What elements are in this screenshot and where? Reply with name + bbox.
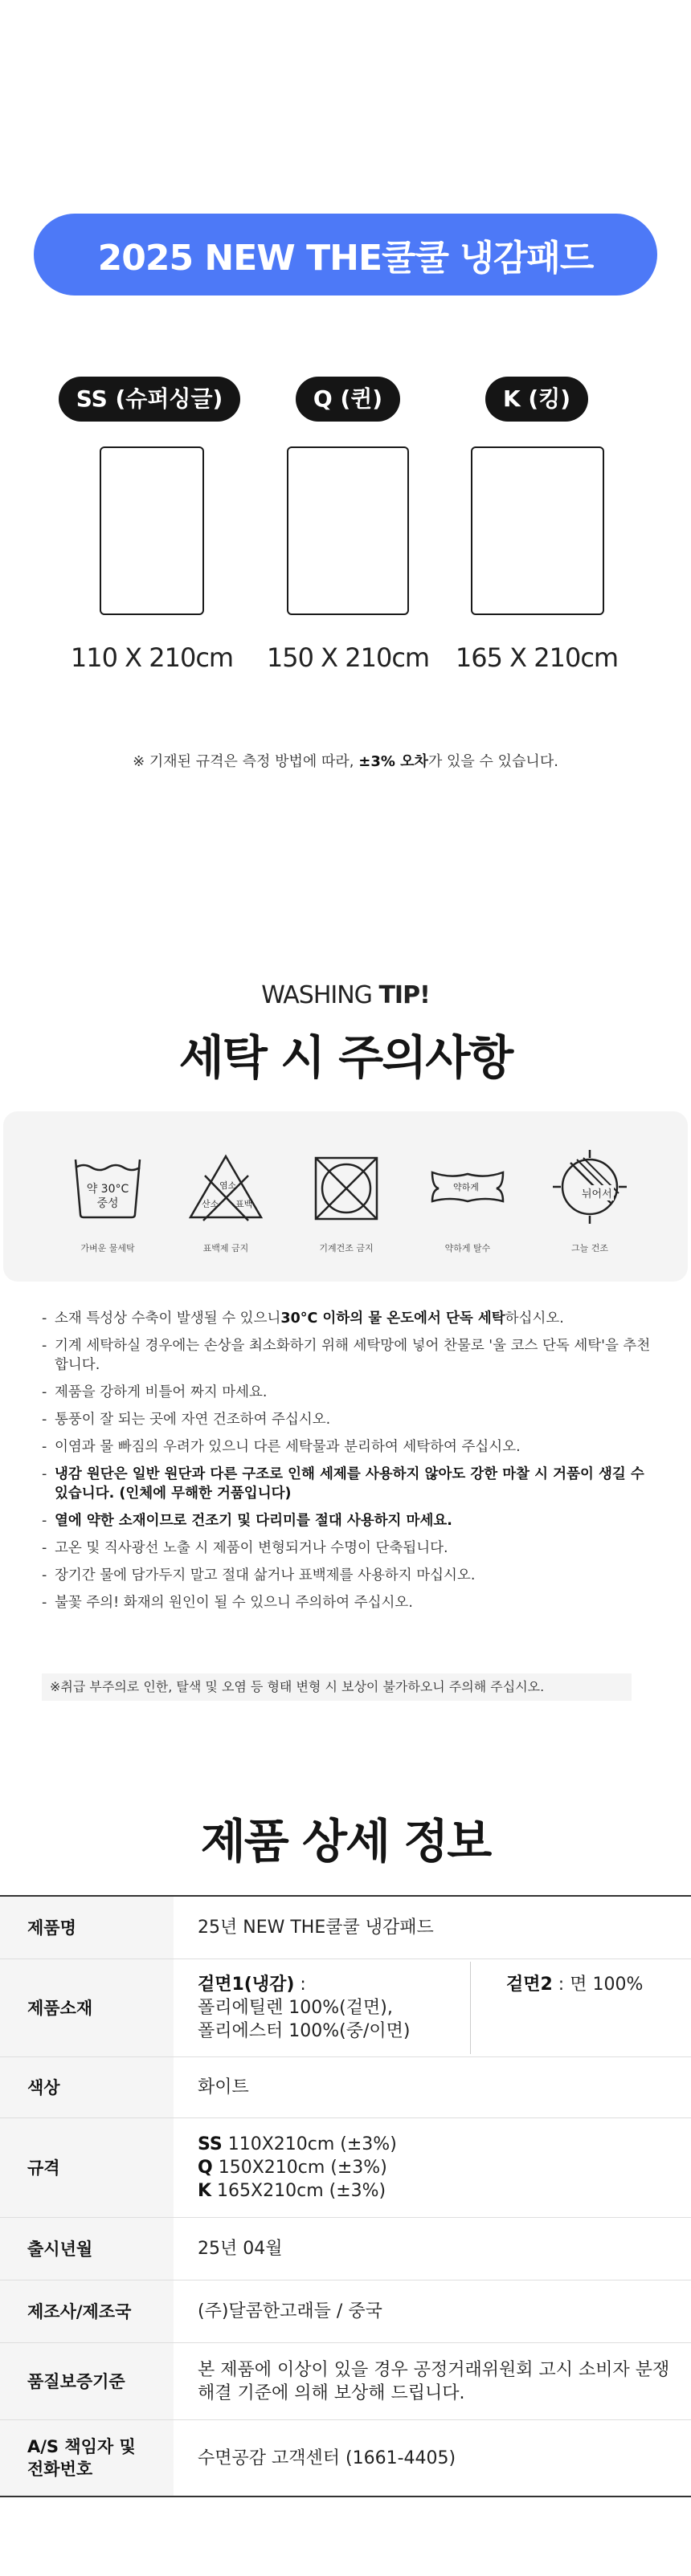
material-face1-label: 겉면1(냉감) bbox=[198, 1975, 295, 1995]
row-label: 제품명 bbox=[0, 1897, 174, 1958]
dry-in-shade-caption: 그늘 건조 bbox=[570, 1243, 608, 1253]
material-face1 bbox=[198, 1962, 471, 2054]
washing-rule: - 고온 및 직사광선 노출 시 제품이 변형되거나 수명이 단축됩니다. bbox=[42, 1540, 448, 1556]
size-dim-ss: 110 X 210cm bbox=[70, 642, 234, 673]
size-diagram-k bbox=[471, 446, 604, 615]
handling-warning-note: ※취급 부주의로 인한, 탈색 및 오염 등 형태 변형 시 보상이 불가하오니 주의해 주십시오. bbox=[42, 1673, 632, 1701]
as-label-line2: 전화번호 bbox=[27, 2460, 93, 2479]
material-split bbox=[198, 1962, 691, 2054]
size-note-suffix: 가 있을 수 있습니다. bbox=[427, 753, 558, 770]
product-details-table bbox=[0, 1895, 691, 2497]
dry-in-shade-label: 뉘어서 bbox=[580, 1185, 614, 1200]
gentle-wring-label: 약하게 bbox=[453, 1182, 479, 1192]
material-face1-line3: 폴리에스터 100%(중/이면) bbox=[198, 2021, 411, 2041]
washing-rule: - 불꽃 주의! 화재의 원인이 될 수 있으니 주의하여 주십시오. bbox=[42, 1595, 413, 1611]
no-tumble-dry-caption: 기계건조 금지 bbox=[319, 1243, 374, 1253]
table-row-color bbox=[0, 2057, 691, 2118]
size-badge-ss-wrap bbox=[45, 377, 254, 422]
product-details-title: 제품 상세 정보 bbox=[200, 1814, 491, 1869]
table-row-release bbox=[0, 2218, 691, 2280]
product-title-pill bbox=[34, 214, 657, 296]
size-diagram-q bbox=[287, 446, 409, 615]
row-value bbox=[174, 1959, 691, 2056]
no-bleach-chlorine: 염소 bbox=[219, 1180, 237, 1191]
size-tolerance-note bbox=[0, 750, 691, 771]
spec-line: SS 110X210cm (±3%) bbox=[198, 2134, 397, 2154]
material-face1-line2: 폴리에틸렌 100%(겉면), bbox=[198, 1998, 393, 2018]
row-label bbox=[0, 2420, 174, 2496]
water-wash-temp: 약 30°C bbox=[86, 1183, 129, 1196]
washing-rule: - 통풍이 잘 되는 곳에 자연 건조하여 주십시오. bbox=[42, 1412, 331, 1428]
washing-rules-list bbox=[42, 1309, 660, 1620]
as-label-line1: A/S 책임자 및 bbox=[27, 2437, 136, 2456]
row-value: 수면공감 고객센터 (1661-4405) bbox=[198, 2448, 456, 2468]
material-face1-colon: : bbox=[294, 1975, 306, 1995]
size-badge-q: Q (퀸) bbox=[296, 377, 400, 422]
water-wash-detergent: 중성 bbox=[96, 1197, 119, 1210]
row-label: 제조사/제조국 bbox=[0, 2280, 174, 2342]
washing-tip-bold: TIP! bbox=[378, 981, 430, 1009]
washing-rule: - 열에 약한 소재이므로 건조기 및 다리미를 절대 사용하지 마세요. bbox=[42, 1513, 452, 1529]
size-diagram-ss bbox=[100, 446, 204, 615]
no-tumble-dry-icon bbox=[313, 1155, 380, 1225]
row-label: 출시년월 bbox=[0, 2218, 174, 2280]
size-note-prefix: ※ 기재된 규격은 측정 방법에 따라, bbox=[133, 753, 359, 770]
washing-rule: - 냉감 원단은 일반 원단과 다른 구조로 인해 세제를 사용하지 않아도 강한 마찰 시 거품이 생길 수 있습니다. (인체에 무해한 거품입니다) bbox=[42, 1466, 644, 1502]
gentle-wring-caption: 약하게 탈수 bbox=[444, 1243, 491, 1253]
washing-rule: - 제품을 강하게 비틀어 짜지 마세요. bbox=[42, 1384, 268, 1400]
material-face2-label: 겉면2 bbox=[506, 1975, 553, 1995]
size-badge-k: K (킹) bbox=[485, 377, 588, 422]
size-dim-q: 150 X 210cm bbox=[266, 642, 430, 673]
water-wash-30-label bbox=[69, 1182, 146, 1211]
row-value: (주)달콤한고래들 / 중국 bbox=[198, 2301, 382, 2321]
size-dim-k: 165 X 210cm bbox=[455, 642, 619, 673]
size-badge-k-wrap bbox=[432, 377, 641, 422]
row-value bbox=[174, 2118, 691, 2217]
material-face2-text: : 면 100% bbox=[552, 1975, 644, 1995]
row-label: 제품소재 bbox=[0, 1959, 174, 2056]
material-face2 bbox=[471, 1962, 643, 2054]
washing-rule: - 장기간 물에 담가두지 말고 절대 삶거나 표백제를 사용하지 마십시오. bbox=[42, 1567, 476, 1584]
washing-tip-prefix: WASHING bbox=[261, 981, 379, 1009]
table-row-maker bbox=[0, 2280, 691, 2343]
table-row-spec bbox=[0, 2118, 691, 2218]
row-value: 25년 04월 bbox=[198, 2239, 283, 2259]
table-row-warranty bbox=[0, 2343, 691, 2420]
product-title: 2025 NEW THE쿨쿨 냉감패드 bbox=[97, 238, 594, 279]
washing-rule: - 이염과 물 빠짐의 우려가 있으니 다른 세탁물과 분리하여 세탁하여 주십시오. bbox=[42, 1439, 521, 1455]
table-row-name bbox=[0, 1897, 691, 1959]
no-bleach-caption: 표백제 금지 bbox=[202, 1243, 249, 1253]
no-bleach-oxygen: 산소 bbox=[202, 1199, 219, 1209]
washing-rule: - 기계 세탁하실 경우에는 손상을 최소화하기 위해 세탁망에 넣어 찬물로 '울 코스 단독 세탁'을 추천합니다. bbox=[42, 1338, 651, 1373]
spec-line: Q 150X210cm (±3%) bbox=[198, 2158, 387, 2178]
washing-tip-label bbox=[0, 981, 691, 1009]
row-label: 규격 bbox=[0, 2118, 174, 2217]
row-label: 품질보증기준 bbox=[0, 2343, 174, 2419]
row-value: 25년 NEW THE쿨쿨 냉감패드 bbox=[198, 1918, 434, 1938]
row-value: 화이트 bbox=[198, 2077, 249, 2097]
water-wash-caption: 가벼운 물세탁 bbox=[80, 1243, 135, 1253]
row-label: 색상 bbox=[0, 2057, 174, 2117]
size-badge-ss: SS (슈퍼싱글) bbox=[59, 377, 241, 422]
washing-rule: - 소재 특성상 수축이 발생될 수 있으니30°C 이하의 물 온도에서 단독 세탁하십시오. bbox=[42, 1310, 564, 1327]
washing-title: 세탁 시 주의사항 bbox=[178, 1030, 513, 1085]
no-bleach-bleach: 표백 bbox=[235, 1199, 253, 1209]
size-badge-q-wrap bbox=[243, 377, 452, 422]
table-row-as bbox=[0, 2420, 691, 2497]
table-row-material bbox=[0, 1959, 691, 2057]
size-note-bold: ±3% 오차 bbox=[358, 753, 428, 770]
spec-line: K 165X210cm (±3%) bbox=[198, 2181, 386, 2201]
row-value: 본 제품에 이상이 있을 경우 공정거래위원회 고시 소비자 분쟁해결 기준에 의해 보상해 드립니다. bbox=[198, 2359, 670, 2403]
